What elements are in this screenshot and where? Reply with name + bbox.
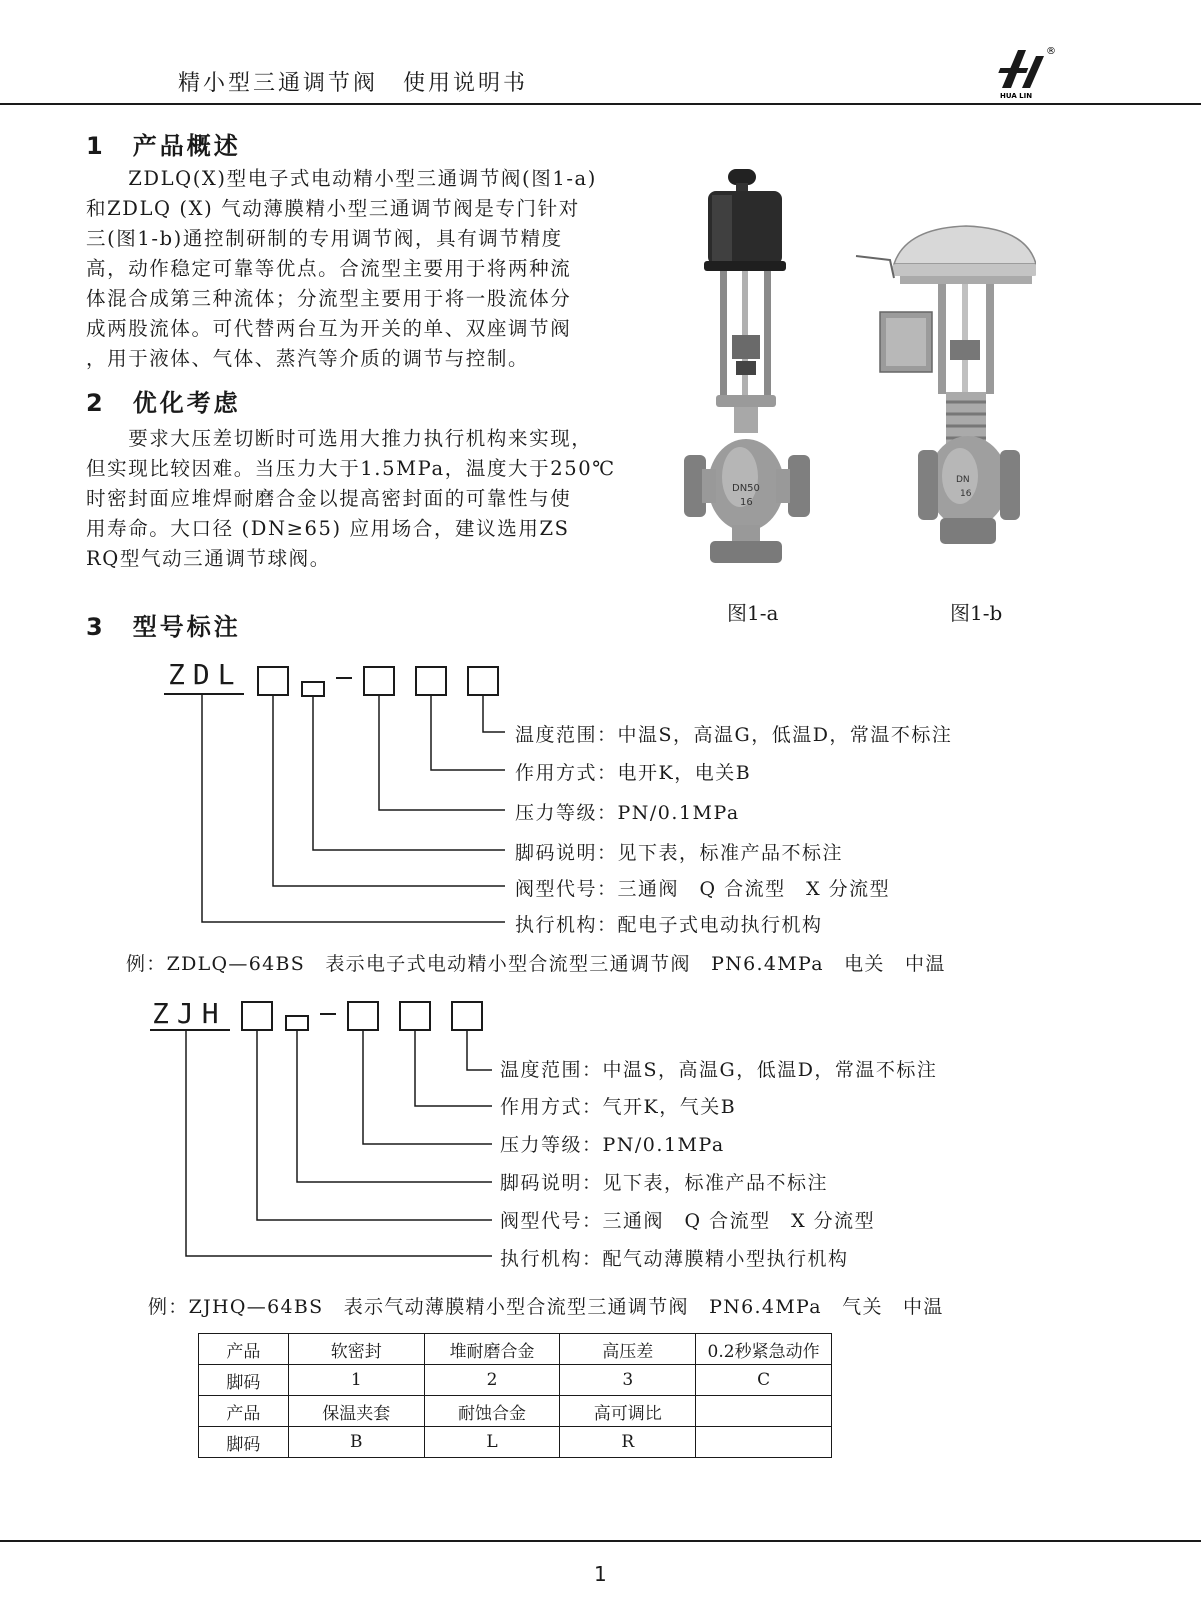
section-2-paragraph	[86, 424, 616, 574]
s2-line: 用寿命。大口径 (DN≥65) 应用场合，建议选用ZS	[86, 517, 570, 540]
code2-prefix: ZJH	[152, 997, 227, 1030]
table-cell: 产品	[199, 1334, 289, 1365]
section-1-paragraph	[86, 164, 597, 374]
table-cell: 保温夹套	[288, 1396, 424, 1427]
table-cell: 3	[560, 1365, 696, 1396]
code2-label-valve-type: 阀型代号：三通阀 Q 合流型 X 分流型	[500, 1210, 876, 1232]
code2-label-suffix: 脚码说明：见下表，标准产品不标注	[500, 1172, 829, 1194]
logo-text: HUA LIN	[1000, 92, 1033, 100]
figure-1b-caption: 图1-b	[950, 601, 1003, 625]
code1-label-suffix: 脚码说明：见下表，标准产品不标注	[515, 842, 844, 864]
table-cell	[696, 1427, 832, 1458]
figure-1a-body-mark: 16	[740, 497, 753, 508]
registered-mark: ®	[1046, 46, 1056, 57]
code2-label-pressure: 压力等级：PN/0.1MPa	[500, 1134, 725, 1156]
s1-line: 高，动作稳定可靠等优点。合流型主要用于将两种流	[86, 257, 572, 280]
table-cell: 2	[424, 1365, 560, 1396]
figure-1b-pneumatic-valve	[846, 220, 1036, 552]
table-cell: 脚码	[199, 1427, 289, 1458]
s2-line: 时密封面应堆焊耐磨合金以提高密封面的可靠性与使	[86, 487, 572, 510]
table-row	[199, 1365, 832, 1396]
code2-label-actuator: 执行机构：配气动薄膜精小型执行机构	[500, 1248, 849, 1270]
code2-label-temperature: 温度范围：中温S，高温G，低温D，常温不标注	[500, 1059, 938, 1081]
figure-1a-electric-valve	[680, 165, 830, 575]
footer-rule	[0, 1540, 1201, 1542]
s1-line: 和ZDLQ (X) 气动薄膜精小型三通调节阀是专门针对	[86, 197, 580, 220]
code1-example: 例：ZDLQ—64BS 表示电子式电动精小型合流型三通调节阀 PN6.4MPa 电关 中温	[126, 953, 946, 975]
table-cell: 高可调比	[560, 1396, 696, 1427]
header-rule	[0, 103, 1201, 105]
section-1-title: 1 产品概述	[86, 132, 241, 160]
s2-line: 要求大压差切断时可选用大推力执行机构来实现，	[86, 427, 593, 450]
table-cell: B	[288, 1427, 424, 1458]
code1-label-valve-type: 阀型代号：三通阀 Q 合流型 X 分流型	[515, 878, 891, 900]
section-3-title: 3 型号标注	[86, 613, 241, 641]
table-cell: 脚码	[199, 1365, 289, 1396]
s2-line: RQ型气动三通调节球阀。	[86, 547, 331, 570]
code1-label-actuator: 执行机构：配电子式电动执行机构	[515, 914, 823, 936]
code1-label-pressure: 压力等级：PN/0.1MPa	[515, 802, 740, 824]
table-cell: 堆耐磨合金	[424, 1334, 560, 1365]
table-cell: 1	[288, 1365, 424, 1396]
code2-example: 例：ZJHQ—64BS 表示气动薄膜精小型合流型三通调节阀 PN6.4MPa 气关 中温	[148, 1296, 944, 1318]
figure-1b-body-mark: 16	[960, 489, 972, 499]
code1-label-temperature: 温度范围：中温S，高温G，低温D，常温不标注	[515, 724, 953, 746]
s1-line: ZDLQ(X)型电子式电动精小型三通调节阀(图1-a)	[86, 167, 597, 190]
table-cell: 产品	[199, 1396, 289, 1427]
s1-line: 三(图1-b)通控制研制的专用调节阀，具有调节精度	[86, 227, 563, 250]
code1-diagram	[150, 650, 530, 940]
code1-prefix: ZDL	[168, 658, 243, 691]
table-cell: 高压差	[560, 1334, 696, 1365]
hualin-logo	[996, 44, 1056, 100]
table-row	[199, 1334, 832, 1365]
table-cell: C	[696, 1365, 832, 1396]
s2-line: 但实现比较因难。当压力大于1.5MPa，温度大于250℃	[86, 457, 616, 480]
s1-line: 体混合成第三种流体；分流型主要用于将一股流体分	[86, 287, 572, 310]
table-cell: 软密封	[288, 1334, 424, 1365]
s1-line: ，用于液体、气体、蒸汽等介质的调节与控制。	[86, 347, 530, 370]
table-cell: R	[560, 1427, 696, 1458]
table-cell	[696, 1396, 832, 1427]
s1-line: 成两股流体。可代替两台互为开关的单、双座调节阀	[86, 317, 572, 340]
table-cell: 耐蚀合金	[424, 1396, 560, 1427]
table-cell: 0.2秒紧急动作	[696, 1334, 832, 1365]
code2-label-action: 作用方式：气开K，气关B	[500, 1096, 737, 1118]
figure-1a-body-mark: DN50	[732, 483, 760, 494]
table-row	[199, 1396, 832, 1427]
table-row	[199, 1427, 832, 1458]
document-header-title: 精小型三通调节阀 使用说明书	[178, 71, 529, 96]
table-cell: L	[424, 1427, 560, 1458]
suffix-code-table	[198, 1333, 832, 1458]
figure-1b-body-mark: DN	[956, 475, 970, 485]
section-2-title: 2 优化考虑	[86, 389, 241, 417]
figure-1a-caption: 图1-a	[727, 601, 779, 625]
code2-diagram	[140, 990, 510, 1270]
code1-label-action: 作用方式：电开K，电关B	[515, 762, 752, 784]
page-number: 1	[594, 1562, 607, 1586]
